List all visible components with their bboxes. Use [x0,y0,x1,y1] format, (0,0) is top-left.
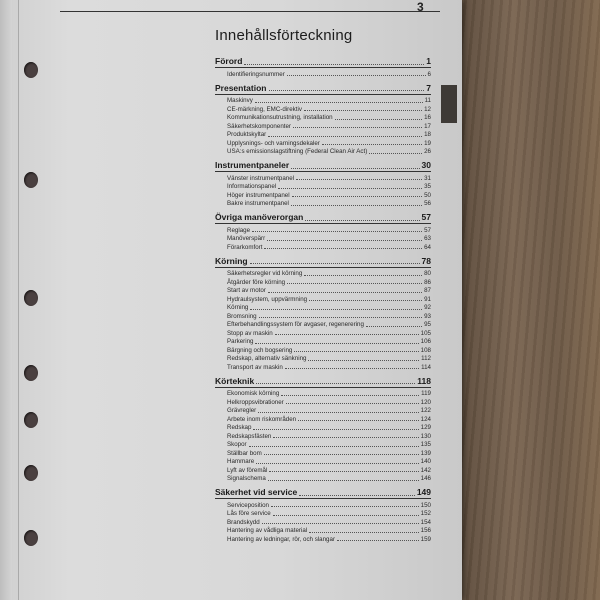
leader-dots [291,168,419,169]
entry-page: 106 [420,338,431,345]
entry-label: Redskap, alternativ sänkning [227,355,307,362]
toc-entry[interactable] [215,303,431,312]
entry-page: 119 [421,390,431,397]
toc-entry[interactable] [215,414,431,423]
toc-entry[interactable] [215,517,431,526]
toc-entry[interactable] [215,277,431,286]
entry-page: 6 [427,70,431,78]
leader-dots [268,480,419,481]
section-page: 78 [421,255,431,266]
leader-dots [255,102,423,103]
toc-entry[interactable] [215,354,431,363]
entry-label: Parkering [227,338,254,345]
leader-dots [262,523,419,524]
leader-dots [273,515,419,516]
toc-entry[interactable] [215,113,431,122]
toc-entry[interactable] [215,311,431,320]
leader-dots [273,437,418,438]
entry-label: Kommunikationsutrustning, installation [227,114,333,121]
toc-entry[interactable] [215,328,431,337]
binder-hole [24,412,38,428]
entry-label: Åtgärder före körning [227,278,286,286]
toc-entry[interactable] [215,457,431,466]
wooden-table-background [455,0,600,600]
entry-label: CE-märkning, EMC-direktiv [227,105,302,113]
entry-page: 26 [424,148,431,155]
entry-page: 135 [420,441,431,448]
leader-dots [294,351,418,352]
binder-hole [24,530,38,546]
leader-dots [244,64,424,65]
toc-entry[interactable] [215,96,431,105]
section-rule [215,387,431,388]
entry-label: Bärgning och bogsering [227,346,293,354]
leader-dots [268,292,422,293]
binder-hole [24,172,38,188]
leader-dots [296,179,422,180]
section-rule [215,223,431,224]
toc-entry[interactable] [215,269,431,278]
entry-label: Hantering av vådliga material [227,527,308,534]
entry-page: 130 [420,432,431,440]
entry-label: Manöverspärr [227,235,266,242]
leader-dots [285,368,419,369]
toc-entry[interactable] [215,337,431,346]
section-title: Övriga manöverorgan [215,212,304,222]
entry-label: Redskap [227,424,252,431]
section-page: 57 [421,212,431,222]
toc-entry[interactable] [215,294,431,303]
entry-label: Produktskyltar [227,131,267,138]
entry-page: 146 [420,475,431,482]
binder-hole [24,465,38,481]
entry-page: 120 [420,398,431,406]
entry-page: 129 [420,424,431,431]
entry-page: 50 [424,191,431,199]
entry-label: Upplysnings- och varningsdekaler [227,139,320,147]
leader-dots [253,429,418,430]
entry-page: 156 [420,527,431,534]
entry-label: Signalschema [227,475,266,482]
section-page: 7 [426,82,431,93]
toc-section [215,485,431,543]
leader-dots [322,144,422,145]
entry-page: 152 [420,510,431,517]
entry-page: 139 [420,449,431,457]
leader-dots [271,506,419,507]
entry-page: 150 [420,501,431,509]
entry-label: Skopor [227,441,247,448]
entry-page: 114 [421,363,431,371]
leader-dots [264,248,422,249]
toc-entry[interactable] [215,345,431,354]
page-title: Innehållsförteckning [215,27,353,44]
entry-page: 154 [420,518,431,526]
entry-page: 142 [420,466,431,474]
entry-label: Start av motor [227,287,266,294]
leader-dots [305,220,419,221]
table-of-contents [215,54,431,546]
section-page: 118 [417,375,431,386]
toc-entry[interactable] [215,423,431,432]
toc-entry[interactable] [215,242,431,251]
leader-dots [292,196,423,197]
entry-label: Ekonomisk körning [227,390,280,397]
entry-page: 17 [424,122,431,130]
entry-label: Förarkomfort [227,243,263,251]
toc-section [215,254,431,371]
section-title: Körning [215,255,248,266]
entry-label: Serviceposition [227,501,269,509]
leader-dots [249,446,419,447]
toc-section [215,210,431,251]
toc-entry[interactable] [215,147,431,156]
entry-page: 12 [424,105,431,113]
leader-dots [269,471,418,472]
leader-dots [291,205,422,206]
leader-dots [258,412,418,413]
toc-entry[interactable] [215,320,431,329]
leader-dots [278,188,422,189]
toc-section-heading[interactable] [215,54,431,66]
section-title: Instrumentpaneler [215,160,290,170]
entry-label: Hantering av ledningar, rör, och slangar [227,535,336,543]
toc-entry[interactable] [215,474,431,483]
leader-dots [268,136,422,137]
section-page: 149 [416,487,431,497]
toc-entry[interactable] [215,500,431,509]
entry-label: Redskapsfästen [227,432,272,440]
entry-label: Hammare [227,458,255,465]
entry-label: USA:s emissionslagstiftning (Federal Clean Air Act) [227,148,368,155]
leader-dots [309,532,419,533]
entry-label: Lyft av föremål [227,466,268,474]
entry-label: Lås före service [227,510,271,517]
entry-label: Körning [227,304,249,311]
entry-page: 57 [424,226,431,234]
page-left-edge [0,0,12,600]
entry-page: 108 [420,346,431,354]
leader-dots [281,395,419,396]
entry-page: 80 [424,270,431,277]
leader-dots [256,383,415,384]
toc-entry[interactable] [215,199,431,208]
entry-page: 159 [420,535,431,543]
leader-dots [299,495,415,496]
leader-dots [250,263,420,264]
toc-entry[interactable] [215,431,431,440]
toc-entry[interactable] [215,509,431,518]
entry-page: 56 [424,200,431,207]
toc-entry[interactable] [215,465,431,474]
leader-dots [308,360,419,361]
entry-label: Höger instrumentpanel [227,191,290,199]
entry-label: Maskinvy [227,97,253,104]
toc-section [215,81,431,156]
entry-label: Arbete inom riskområden [227,415,297,423]
section-page: 30 [421,160,431,170]
section-rule [215,94,431,95]
section-rule [215,171,431,172]
toc-entry[interactable] [215,225,431,234]
toc-entry[interactable] [215,526,431,535]
entry-page: 63 [424,235,431,242]
entry-page: 140 [420,458,431,465]
section-title: Förord [215,56,243,66]
section-title: Säkerhet vid service [215,487,298,497]
toc-entry[interactable] [215,173,431,182]
toc-section-heading[interactable] [215,485,431,497]
entry-label: Informationspanel [227,183,277,190]
entry-label: Helkroppsvibrationer [227,398,284,406]
leader-dots [309,300,422,301]
entry-page: 95 [424,321,431,328]
leader-dots [252,231,422,232]
entry-page: 86 [424,278,431,286]
entry-page: 19 [424,139,431,147]
toc-section-heading[interactable] [215,81,431,93]
leader-dots [275,334,419,335]
toc-entry[interactable] [215,448,431,457]
entry-label: Reglage [227,226,251,234]
entry-page: 92 [424,304,431,311]
toc-entry[interactable] [215,389,431,398]
toc-entry[interactable] [215,286,431,295]
entry-page: 11 [424,97,431,104]
toc-section [215,374,431,483]
toc-section-heading[interactable] [215,254,431,266]
entry-label: Efterbehandlingssystem för avgaser, regenerering [227,321,364,328]
entry-page: 93 [424,312,431,320]
section-title: Presentation [215,82,267,93]
toc-entry[interactable] [215,534,431,543]
binder-hole [24,62,38,78]
entry-page: 64 [424,243,431,251]
toc-entry[interactable] [215,440,431,449]
toc-entry[interactable] [215,104,431,113]
toc-entry[interactable] [215,130,431,139]
toc-entry[interactable] [215,406,431,415]
leader-dots [293,127,422,128]
leader-dots [264,454,419,455]
toc-section [215,54,431,78]
toc-section-heading[interactable] [215,374,431,386]
leader-dots [287,283,422,284]
binder-hole [24,290,38,306]
leader-dots [335,119,423,120]
entry-page: 124 [420,415,431,423]
entry-page: 87 [424,287,431,294]
binder-margin-line [18,0,19,600]
entry-label: Identifieringsnummer [227,70,285,78]
section-rule [215,267,431,268]
leader-dots [259,317,423,318]
entry-page: 105 [420,329,431,337]
leader-dots [250,309,422,310]
entry-label: Säkerhetskomponenter [227,122,291,130]
entry-label: Ställbar bom [227,449,262,457]
entry-label: Bakre instrumentpanel [227,200,289,207]
toc-entry[interactable] [215,121,431,130]
toc-entry[interactable] [215,190,431,199]
entry-page: 35 [424,183,431,190]
section-title: Körteknik [215,375,255,386]
leader-dots [369,153,422,154]
entry-page: 31 [424,174,431,182]
leader-dots [366,326,422,327]
toc-entry[interactable] [215,397,431,406]
section-rule [215,67,431,68]
leader-dots [256,463,419,464]
entry-page: 91 [424,295,431,303]
toc-section-heading[interactable] [215,210,431,222]
section-rule [215,498,431,499]
toc-entry[interactable] [215,234,431,243]
entry-page: 18 [424,131,431,138]
entry-page: 112 [421,355,431,362]
page-number: 3 [417,0,424,14]
leader-dots [304,275,422,276]
leader-dots [255,343,418,344]
header-rule [60,11,440,12]
toc-section-heading[interactable] [215,158,431,170]
binder-hole [24,365,38,381]
entry-label: Hydraulsystem, uppvärmning [227,295,308,303]
leader-dots [304,110,422,111]
section-page: 1 [426,56,431,66]
leader-dots [287,75,426,76]
entry-page: 16 [424,114,431,121]
toc-entry[interactable] [215,138,431,147]
entry-label: Säkerhetsregler vid körning [227,270,303,277]
toc-entry[interactable] [215,69,431,78]
toc-section [215,158,431,207]
entry-label: Stopp av maskin [227,329,273,337]
leader-dots [269,90,425,91]
section-tab-marker [441,85,457,123]
toc-entry[interactable] [215,362,431,371]
entry-label: Transport av maskin [227,363,283,371]
entry-label: Bromsning [227,312,257,320]
entry-label: Grävregler [227,407,257,414]
leader-dots [286,403,419,404]
entry-label: Vänster instrumentpanel [227,174,295,182]
entry-label: Brandskydd [227,518,260,526]
entry-page: 122 [420,407,431,414]
leader-dots [337,540,419,541]
toc-entry[interactable] [215,182,431,191]
leader-dots [298,420,419,421]
leader-dots [267,240,422,241]
